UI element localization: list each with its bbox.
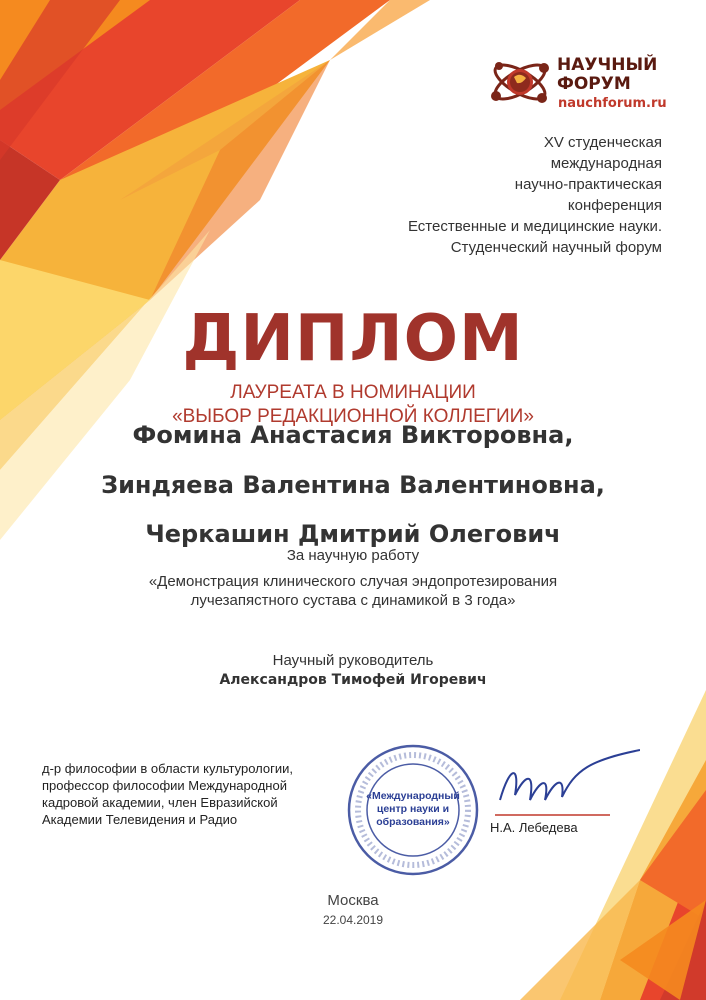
date: 22.04.2019 — [322, 913, 384, 927]
conference-line: международная — [550, 155, 662, 172]
stamp-line: центр науки и — [376, 803, 450, 815]
nomination-line-2: «ВЫБОР РЕДАКЦИОННОЙ КОЛЛЕГИИ» — [172, 406, 534, 427]
work-label: За научную работу — [286, 547, 420, 564]
credentials-line: кадровой академии, член Евразийской — [42, 795, 278, 810]
conference-line: Студенческий научный форум — [450, 239, 662, 256]
conference-line: XV студенческая — [543, 134, 662, 151]
conference-info — [302, 132, 662, 258]
logo-url: nauchforum.ru — [558, 96, 667, 111]
conference-line: научно-практическая — [514, 176, 662, 193]
signer-name: Н.А. Лебедева — [490, 820, 578, 835]
diploma-title: ДИПЛОМ — [182, 302, 524, 376]
logo-line-2: ФОРУМ — [557, 74, 631, 94]
conference-line: Естественные и медицинские науки. — [407, 218, 662, 235]
stamp-center-text — [362, 790, 464, 829]
recipient-name: Черкашин Дмитрий Олегович — [145, 520, 561, 548]
recipient-name: Фомина Анастасия Викторовна, — [132, 421, 574, 449]
logo-title — [557, 56, 657, 94]
logo-line-1: НАУЧНЫЙ — [557, 55, 658, 75]
supervisor-name: Александров Тимофей Игоревич — [219, 672, 487, 688]
nomination-line-1: ЛАУРЕАТА В НОМИНАЦИИ — [230, 382, 476, 403]
work-title-line-1: «Демонстрация клинического случая эндопротезирования — [148, 573, 558, 590]
credentials-line: Академии Телевидения и Радио — [42, 812, 238, 827]
work-title-line-2: лучезапястного сустава с динамикой в 3 года» — [190, 592, 516, 609]
stamp-line: «Международный — [366, 790, 460, 802]
handwritten-signature-icon — [480, 745, 640, 825]
conference-line: конференция — [567, 197, 662, 214]
city: Москва — [327, 892, 379, 909]
credentials-line: д-р философии в области культурологии, — [42, 761, 293, 776]
recipient-name: Зиндяева Валентина Валентиновна, — [101, 471, 605, 499]
stamp-line: образования» — [376, 816, 450, 828]
credentials-line: профессор философии Международной — [42, 778, 287, 793]
signer-credentials — [42, 760, 362, 828]
supervisor-label: Научный руководитель — [272, 652, 434, 669]
